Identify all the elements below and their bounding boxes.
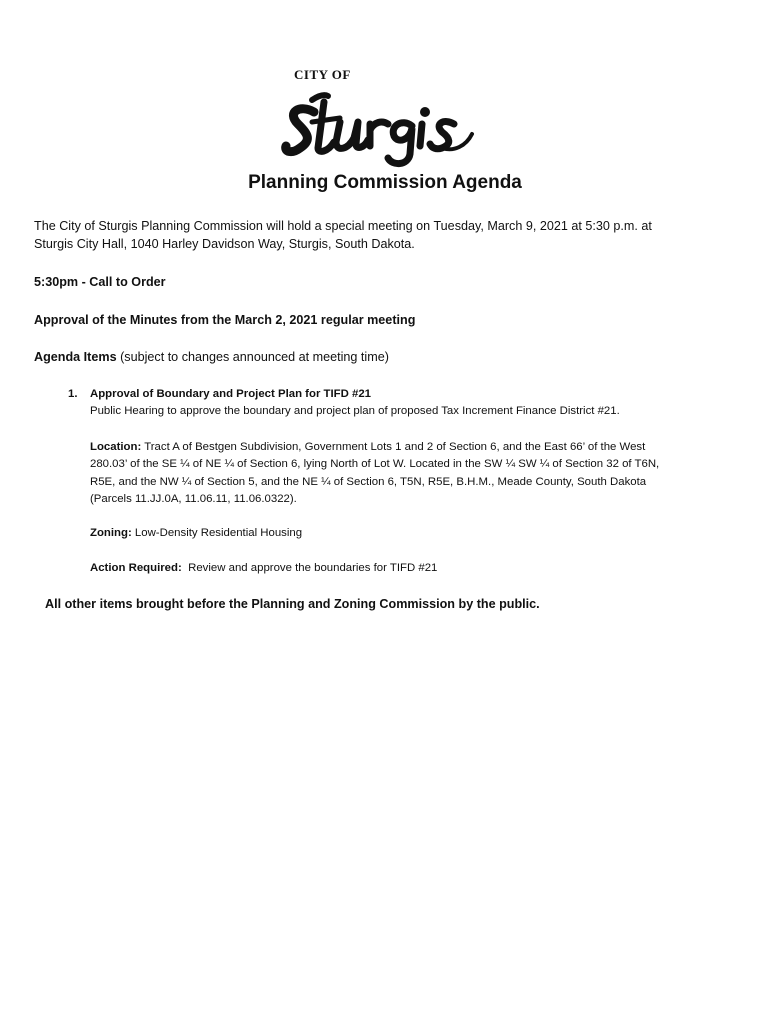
city-of-sturgis-logo — [278, 62, 482, 172]
location-line-3: R5E, and the NW ¼ of Section 5, and the NE ¼ of Section 6, T5N, R5E, B.H.M., Meade County, South Dakota — [90, 475, 647, 488]
location-line-1 — [90, 439, 730, 456]
intro-paragraph — [34, 217, 734, 253]
logo-script-text: Sturgis — [278, 62, 282, 63]
agenda-item-location — [90, 439, 730, 509]
page-title: Planning Commission Agenda — [248, 172, 522, 193]
intro-line-1: The City of Sturgis Planning Commission will hold a special meeting on Tuesday, March 9, 2021 at 5:30 p.m. at — [34, 219, 652, 233]
agenda-item-description: Public Hearing to approve the boundary and project plan of proposed Tax Increment Finance District #21. — [90, 405, 620, 418]
agenda-items-heading — [34, 348, 389, 366]
zoning-label: Zoning: — [90, 527, 132, 539]
intro-line-2: Sturgis City Hall, 1040 Harley Davidson Way, Sturgis, South Dakota. — [34, 237, 415, 251]
call-to-order: 5:30pm - Call to Order — [34, 275, 166, 289]
agenda-items-note: (subject to changes announced at meeting time) — [116, 350, 389, 364]
agenda-item-action — [90, 560, 730, 577]
agenda-item-number: 1. — [68, 388, 78, 400]
location-text-1: Tract A of Bestgen Subdivision, Government Lots 1 and 2 of Section 6, and the East 66’ of the West — [141, 441, 646, 453]
location-label: Location: — [90, 441, 142, 453]
agenda-item-title: Approval of Boundary and Project Plan for TIFD #21 — [90, 388, 372, 400]
zoning-value: Low-Density Residential Housing — [131, 527, 303, 539]
closing-statement: All other items brought before the Planning and Zoning Commission by the public. — [45, 597, 540, 611]
action-label: Action Required: — [90, 562, 182, 574]
logo-city-of-text: CITY OF — [294, 67, 351, 82]
location-line-4: (Parcels 11.JJ.0A, 11.06.11, 11.06.0322). — [90, 493, 297, 506]
location-line-2: 280.03’ of the SE ¼ of NE ¼ of Section 6, lying North of Lot W. Located in the SW ¼ SW ¼ of Section 32 of T6N, — [90, 458, 660, 471]
agenda-items-label: Agenda Items — [34, 350, 117, 364]
agenda-item-title-block — [90, 386, 730, 421]
agenda-item-zoning — [90, 525, 730, 542]
action-value: Review and approve the boundaries for TIFD #21 — [181, 562, 438, 574]
minutes-approval: Approval of the Minutes from the March 2, 2021 regular meeting — [34, 313, 416, 327]
